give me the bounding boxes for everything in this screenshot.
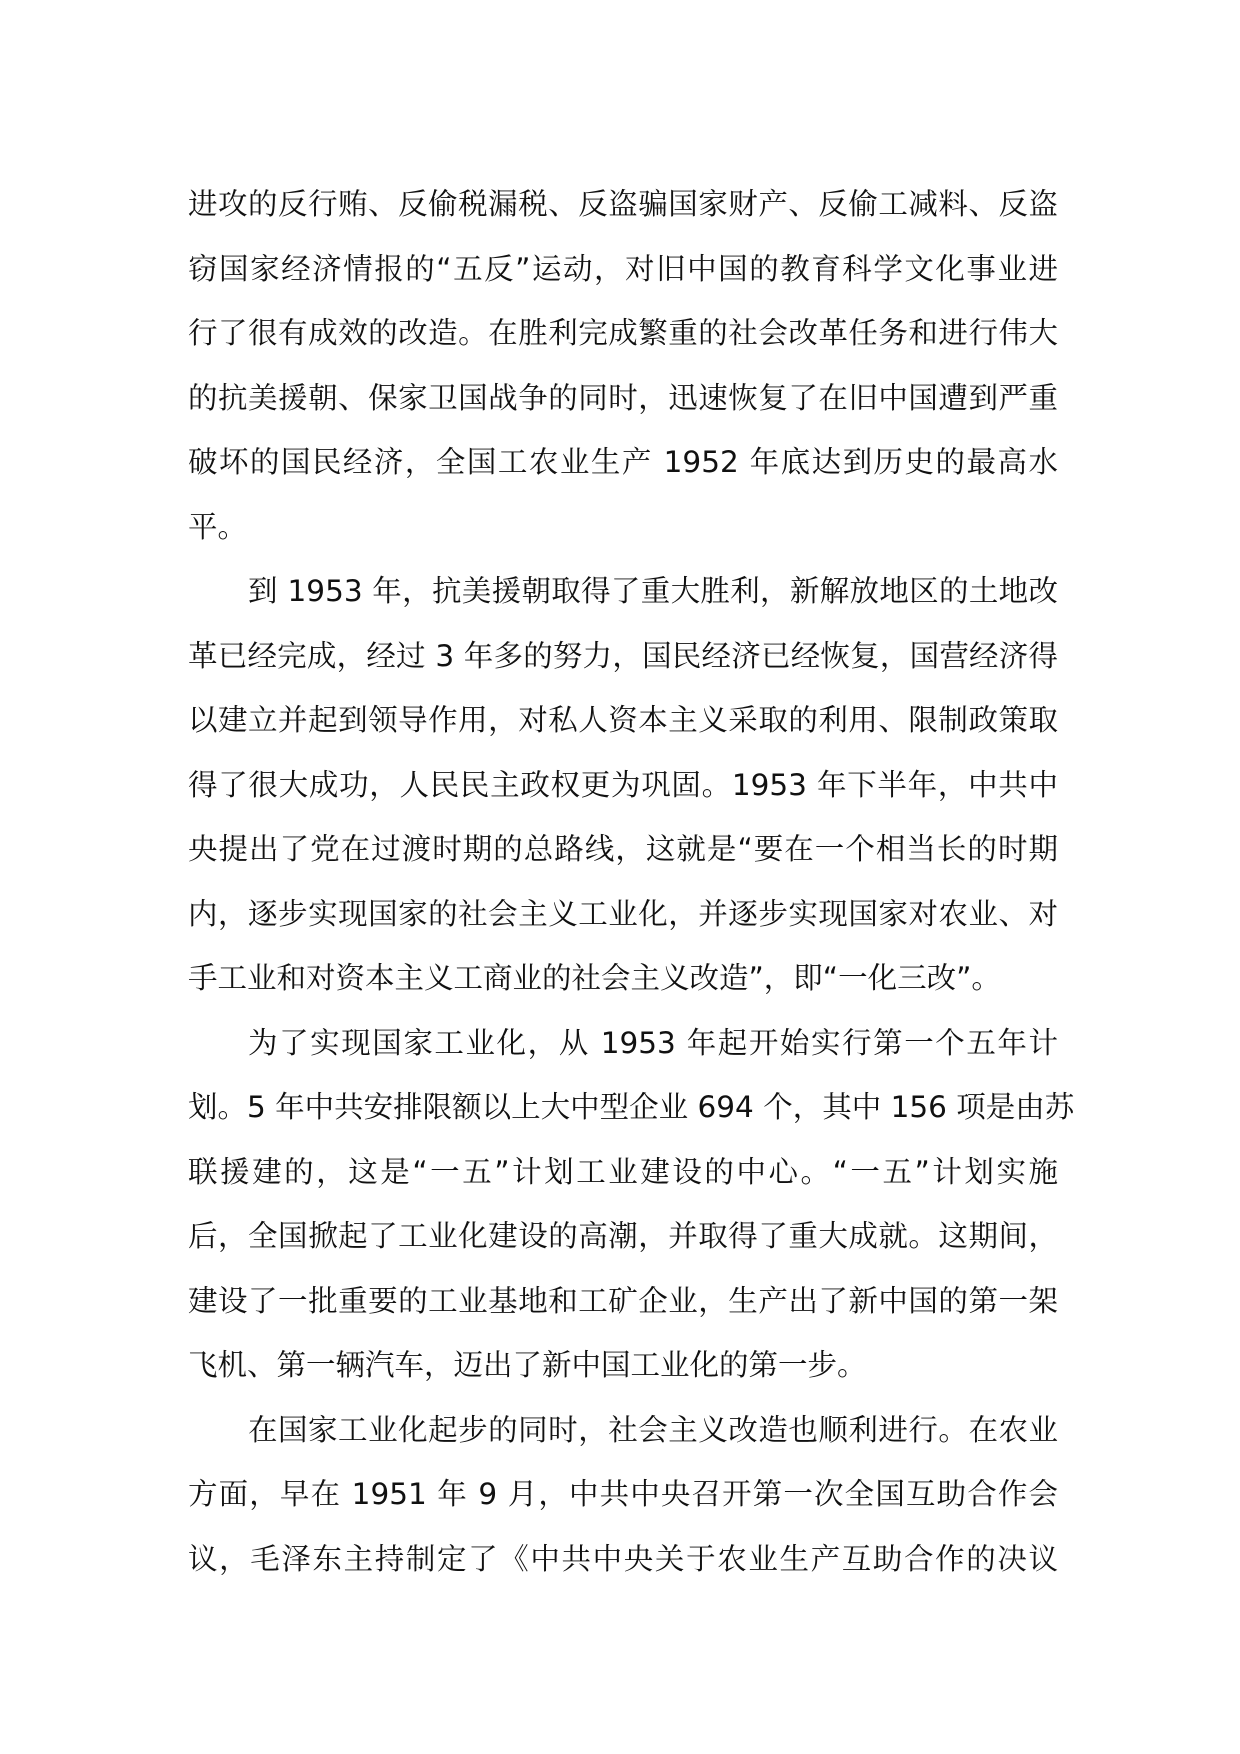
text-line: 革已经完成，经过 3 年多的努力，国民经济已经恢复，国营经济得: [188, 638, 1058, 673]
body-text: [188, 172, 1075, 1591]
paragraph-five-year-plan: [188, 1011, 1075, 1398]
text-line: 以建立并起到领导作用，对私人资本主义采取的利用、限制政策取: [188, 703, 1058, 737]
text-line: 方面，早在 1951 年 9 月，中共中央召开第一次全国互助合作会: [188, 1477, 1058, 1511]
text-line: 议，毛泽东主持制定了《中共中央关于农业生产互助合作的决议: [188, 1541, 1058, 1576]
text-line: 手工业和对资本主义工商业的社会主义改造”，即“一化三改”。: [188, 961, 1001, 995]
text-line: 到 1953 年，抗美援朝取得了重大胜利，新解放地区的土地改: [248, 574, 1058, 608]
text-line: 后，全国掀起了工业化建设的高潮，并取得了重大成就。这期间，: [188, 1219, 1058, 1253]
text-line: 进攻的反行贿、反偷税漏税、反盗骗国家财产、反偷工减料、反盗: [188, 187, 1058, 221]
text-line: 的抗美援朝、保家卫国战争的同时，迅速恢复了在旧中国遭到严重: [188, 380, 1058, 415]
text-line: 破坏的国民经济，全国工农业生产 1952 年底达到历史的最高水: [188, 445, 1058, 479]
text-line: 在国家工业化起步的同时，社会主义改造也顺利进行。在农业: [248, 1412, 1058, 1447]
paragraph-general-line: [188, 559, 1058, 1011]
text-line: 央提出了党在过渡时期的总路线，这就是“要在一个相当长的时期: [188, 832, 1058, 866]
paragraph-socialist-transformation: [188, 1398, 1058, 1592]
text-line: 划。5 年中共安排限额以上大中型企业 694 个，其中 156 项是由苏: [188, 1090, 1075, 1124]
paragraph-continuation: [188, 172, 1058, 559]
text-line: 飞机、第一辆汽车，迈出了新中国工业化的第一步。: [188, 1348, 867, 1382]
text-line: 行了很有成效的改造。在胜利完成繁重的社会改革任务和进行伟大: [188, 316, 1058, 350]
text-line: 得了很大成功，人民民主政权更为巩固。1953 年下半年，中共中: [188, 767, 1058, 802]
text-line: 联援建的，这是“一五”计划工业建设的中心。“一五”计划实施: [188, 1154, 1058, 1189]
text-line: 平。: [188, 509, 248, 544]
text-line: 建设了一批重要的工业基地和工矿企业，生产出了新中国的第一架: [188, 1283, 1058, 1318]
text-line: 窃国家经济情报的“五反”运动，对旧中国的教育科学文化事业进: [188, 251, 1058, 286]
text-line: 内，逐步实现国家的社会主义工业化，并逐步实现国家对农业、对: [188, 896, 1058, 931]
text-line: 为了实现国家工业化，从 1953 年起开始实行第一个五年计: [248, 1025, 1058, 1060]
